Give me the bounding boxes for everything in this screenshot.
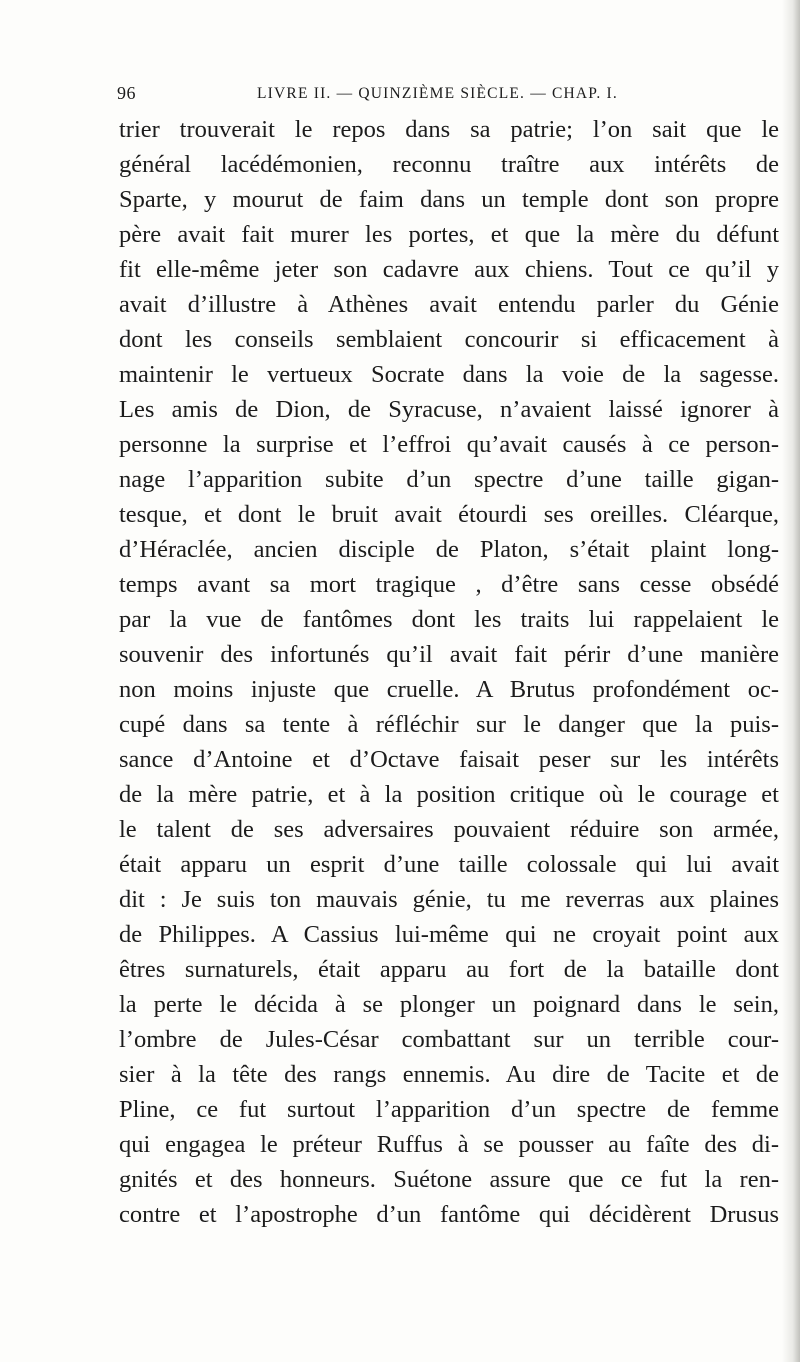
text-line: gnités et des honneurs. Suétone assure que ce fut la ren-: [119, 1166, 779, 1193]
page-header: [117, 83, 777, 111]
text-line: Sparte, y mourut de faim dans un temple dont son propre: [119, 186, 779, 213]
text-line: Les amis de Dion, de Syracuse, n’avaient laissé ignorer à: [119, 396, 779, 423]
text-line: père avait fait murer les portes, et que la mère du défunt: [119, 221, 779, 248]
text-line: tesque, et dont le bruit avait étourdi ses oreilles. Cléarque,: [119, 501, 779, 528]
running-head: LIVRE II. — QUINZIÈME SIÈCLE. — CHAP. I.: [257, 85, 618, 102]
text-line: était apparu un esprit d’une taille colossale qui lui avait: [119, 851, 779, 878]
text-line: nage l’apparition subite d’un spectre d’une taille gigan-: [119, 466, 779, 493]
text-line: cupé dans sa tente à réfléchir sur le danger que la puis-: [119, 711, 779, 738]
text-line: de la mère patrie, et à la position critique où le courage et: [119, 781, 779, 808]
text-line: d’Héraclée, ancien disciple de Platon, s’était plaint long-: [119, 536, 779, 563]
text-line: dit : Je suis ton mauvais génie, tu me reverras aux plaines: [119, 886, 779, 913]
page-edge-shadow: [782, 0, 800, 1362]
text-line: êtres surnaturels, était apparu au fort de la bataille dont: [119, 956, 779, 983]
body-text: [119, 112, 779, 1232]
text-line: contre et l’apostrophe d’un fantôme qui décidèrent Drusus: [119, 1201, 779, 1228]
text-line: qui engagea le préteur Ruffus à se pousser au faîte des di-: [119, 1131, 779, 1158]
text-line: maintenir le vertueux Socrate dans la voie de la sagesse.: [119, 361, 779, 388]
text-line: non moins injuste que cruelle. A Brutus profondément oc-: [119, 676, 779, 703]
text-line: sier à la tête des rangs ennemis. Au dire de Tacite et de: [119, 1061, 779, 1088]
text-line: souvenir des infortunés qu’il avait fait périr d’une manière: [119, 641, 779, 668]
text-line: personne la surprise et l’effroi qu’avait causés à ce person-: [119, 431, 779, 458]
text-line: la perte le décida à se plonger un poignard dans le sein,: [119, 991, 779, 1018]
text-line: le talent de ses adversaires pouvaient réduire son armée,: [119, 816, 779, 843]
text-line: dont les conseils semblaient concourir si efficacement à: [119, 326, 779, 353]
text-line: l’ombre de Jules-César combattant sur un terrible cour-: [119, 1026, 779, 1053]
text-line: de Philippes. A Cassius lui-même qui ne croyait point aux: [119, 921, 779, 948]
text-line: par la vue de fantômes dont les traits lui rappelaient le: [119, 606, 779, 633]
text-line: fit elle-même jeter son cadavre aux chiens. Tout ce qu’il y: [119, 256, 779, 283]
text-line: temps avant sa mort tragique , d’être sans cesse obsédé: [119, 571, 779, 598]
text-line: Pline, ce fut surtout l’apparition d’un spectre de femme: [119, 1096, 779, 1123]
text-line: général lacédémonien, reconnu traître aux intérêts de: [119, 151, 779, 178]
page-number: 96: [117, 83, 136, 103]
text-line: sance d’Antoine et d’Octave faisait peser sur les intérêts: [119, 746, 779, 773]
text-line: avait d’illustre à Athènes avait entendu parler du Génie: [119, 291, 779, 318]
text-line: trier trouverait le repos dans sa patrie; l’on sait que le: [119, 116, 779, 143]
